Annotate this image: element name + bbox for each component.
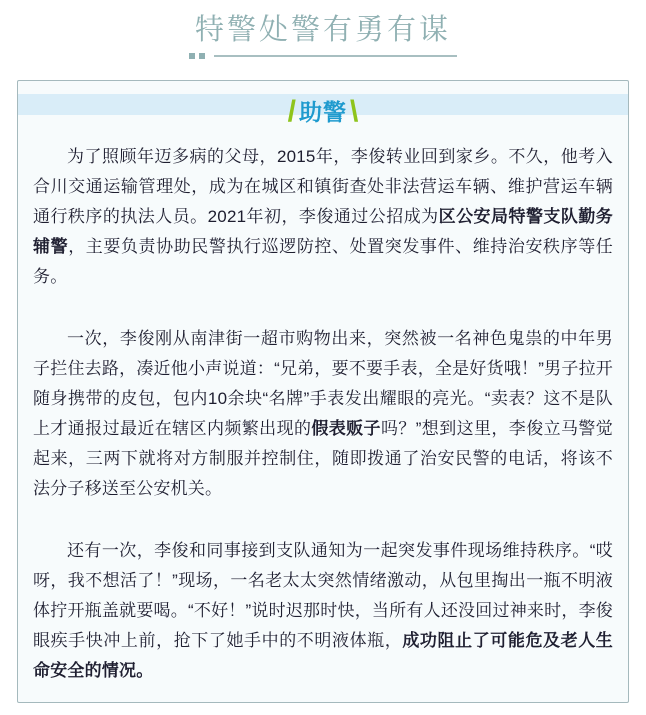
paragraph-text-segment: 吗？”想到这里，李俊立马警觉起来，三两下就将对方制服并控制住，随即拨通了治安民警的电话，将该不法分子移送至公安机关。 (33, 419, 613, 498)
article-paragraph-1 (33, 142, 613, 292)
paragraph-text-segment: 为了照顾年迈多病的父母，2015年，李俊转业回到家乡。不久，他考入合川交通运输管理处，成为在城区和镇街查处非法营运车辆、维护营运车辆通行秩序的执法人员。2021年初，李俊通过公招成为 (33, 147, 613, 226)
paragraph-text-segment: ，主要负责协助民警执行巡逻防控、处置突发事件、维持治安秩序等任务。 (33, 237, 614, 286)
article-paragraph-2 (33, 324, 613, 504)
section-badge (288, 96, 359, 128)
decor-square-icon (189, 53, 195, 59)
paragraph-text-segment: 一次，李俊刚从南津街一超市购物出来，突然被一名神色鬼祟的中年男子拦住去路，凑近他小声说道：“兄弟，要不要手表，全是好货哦！”男子拉开随身携带的皮包，包内10余块“名牌”手表发出耀眼的亮光。“卖表？这不是队上才通报过最近在辖区内频繁出现的 (33, 329, 613, 438)
article-paragraph-3 (33, 536, 613, 686)
section-badge-label: 助警 (299, 98, 347, 125)
section-header-band (18, 94, 628, 128)
decor-square-icon (199, 53, 205, 59)
page-title: 特警处警有勇有谋 (194, 14, 451, 46)
title-decoration (189, 53, 457, 59)
slash-left-icon: / (287, 95, 296, 128)
paragraph-bold-segment: 假表贩子 (311, 419, 381, 438)
paragraph-bold-segment: 区公安局特警支队勤务辅警 (33, 207, 613, 256)
content-card (17, 80, 629, 703)
article-body (18, 142, 628, 686)
decor-line (214, 55, 457, 57)
paragraph-text-segment: 还有一次，李俊和同事接到支队通知为一起突发事件现场维持秩序。“哎呀，我不想活了！”现场，一名老太太突然情绪激动，从包里掏出一瓶不明液体拧开瓶盖就要喝。“不好！”说时迟那时快，当所有人还没回过神来时，李俊眼疾手快冲上前，抢下了她手中的不明液体瓶， (33, 541, 613, 650)
paragraph-bold-segment: 成功阻止了可能危及老人生命安全的情况。 (33, 631, 614, 680)
slash-right-icon: \ (350, 95, 359, 128)
